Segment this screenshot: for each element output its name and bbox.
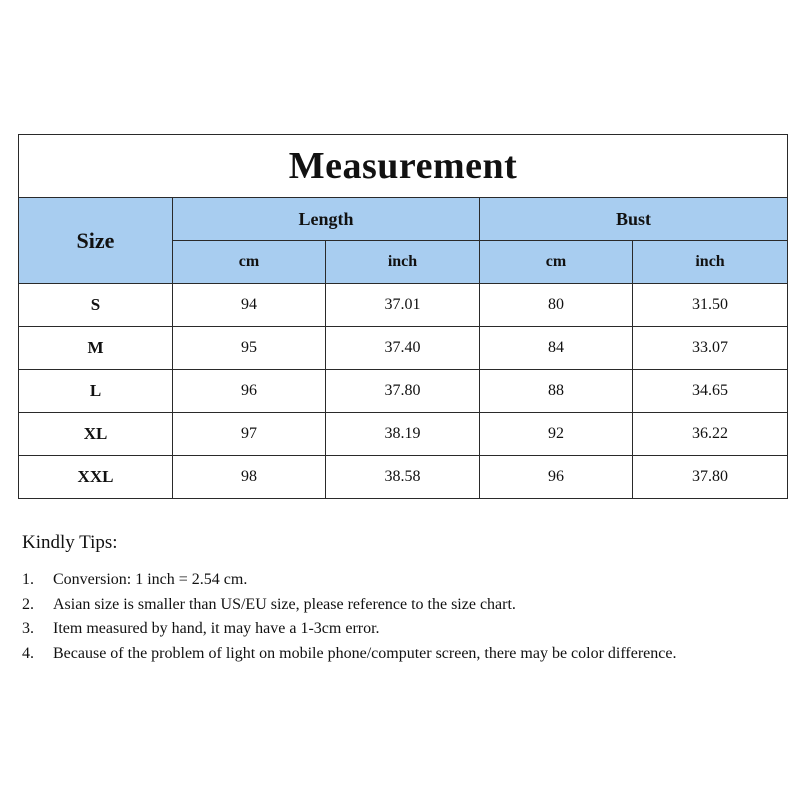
tips-title: Kindly Tips: xyxy=(22,532,118,553)
length-inch-cell: 37.80 xyxy=(326,370,480,413)
length-inch-cell: 37.01 xyxy=(326,284,480,327)
size-cell: XL xyxy=(19,413,173,456)
tip-number: 2. xyxy=(22,595,34,613)
length-header: Length xyxy=(173,198,480,241)
table-row xyxy=(19,284,788,327)
bust-cm-cell: 84 xyxy=(480,327,633,370)
table-row xyxy=(19,327,788,370)
length-cm-cell: 96 xyxy=(173,370,326,413)
length-cm-cell: 95 xyxy=(173,327,326,370)
bust-cm-cell: 80 xyxy=(480,284,633,327)
tip-text: Asian size is smaller than US/EU size, please reference to the size chart. xyxy=(53,595,516,613)
length-inch-header: inch xyxy=(326,241,480,284)
bust-inch-cell: 33.07 xyxy=(633,327,788,370)
tip-item xyxy=(22,593,782,618)
kindly-tips xyxy=(22,532,782,666)
bust-inch-cell: 37.80 xyxy=(633,456,788,499)
tip-item xyxy=(22,568,782,593)
tip-number: 4. xyxy=(22,644,34,662)
bust-cm-cell: 96 xyxy=(480,456,633,499)
size-cell: S xyxy=(19,284,173,327)
table-title: Measurement xyxy=(19,135,788,198)
bust-inch-cell: 36.22 xyxy=(633,413,788,456)
length-inch-cell: 37.40 xyxy=(326,327,480,370)
tip-text: Item measured by hand, it may have a 1-3cm error. xyxy=(53,620,380,637)
size-cell: XXL xyxy=(19,456,173,499)
length-cm-cell: 97 xyxy=(173,413,326,456)
length-inch-cell: 38.19 xyxy=(326,413,480,456)
tip-text: Because of the problem of light on mobile phone/computer screen, there may be color difference. xyxy=(53,644,677,662)
table-row xyxy=(19,413,788,456)
length-cm-header: cm xyxy=(173,241,326,284)
bust-header: Bust xyxy=(480,198,788,241)
tip-number: 3. xyxy=(22,620,34,637)
table-row xyxy=(19,456,788,499)
bust-inch-cell: 31.50 xyxy=(633,284,788,327)
tips-list xyxy=(22,568,782,666)
tip-text: Conversion: 1 inch = 2.54 cm. xyxy=(53,571,248,588)
bust-cm-cell: 92 xyxy=(480,413,633,456)
bust-inch-header: inch xyxy=(633,241,788,284)
table-row xyxy=(19,370,788,413)
size-chart-table xyxy=(18,134,788,499)
tip-item xyxy=(22,642,782,667)
size-cell: M xyxy=(19,327,173,370)
size-cell: L xyxy=(19,370,173,413)
bust-cm-cell: 88 xyxy=(480,370,633,413)
length-inch-cell: 38.58 xyxy=(326,456,480,499)
length-cm-cell: 98 xyxy=(173,456,326,499)
length-cm-cell: 94 xyxy=(173,284,326,327)
bust-cm-header: cm xyxy=(480,241,633,284)
bust-inch-cell: 34.65 xyxy=(633,370,788,413)
size-header: Size xyxy=(19,198,173,284)
tip-number: 1. xyxy=(22,571,34,588)
tip-item xyxy=(22,617,782,642)
